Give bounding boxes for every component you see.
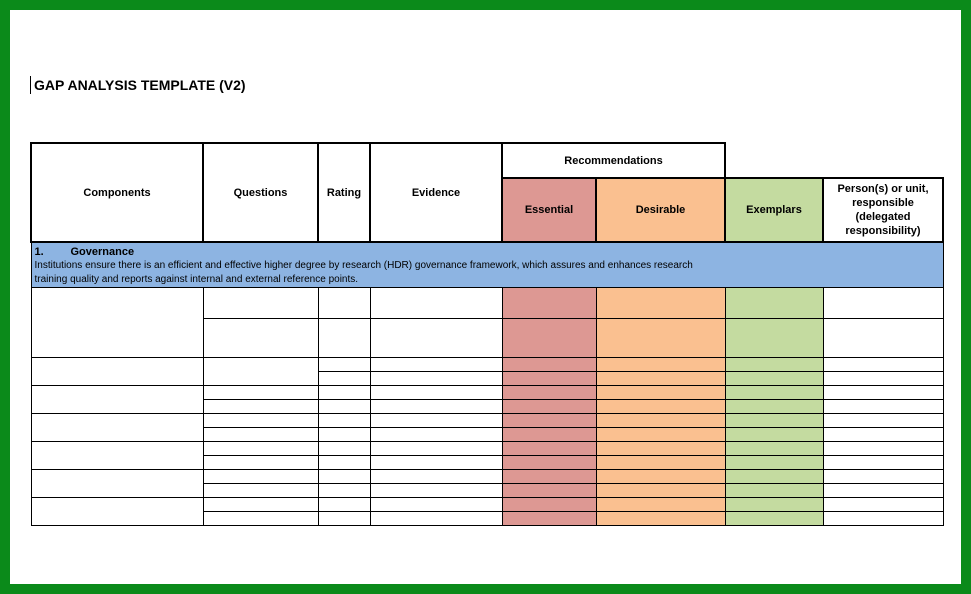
exemplars-cell[interactable] <box>725 512 823 526</box>
section-description-line1: Institutions ensure there is an efficient and effective higher degree by research (HDR) governance framework, which assures and enhances research <box>34 260 693 271</box>
header-exemplars: Exemplars <box>725 178 823 242</box>
document-page <box>10 10 961 584</box>
header-recommendations: Recommendations <box>502 143 725 178</box>
exemplars-cell[interactable] <box>725 386 823 400</box>
desirable-cell[interactable] <box>596 372 725 386</box>
evidence-cell[interactable] <box>370 400 502 414</box>
evidence-cell[interactable] <box>370 512 502 526</box>
section-description-line2: training quality and reports against internal and external reference points. <box>34 274 359 285</box>
table-row <box>31 442 943 456</box>
rating-cell[interactable] <box>318 498 370 512</box>
essential-cell[interactable] <box>502 512 596 526</box>
question-cell[interactable] <box>203 288 318 319</box>
essential-cell[interactable] <box>502 428 596 442</box>
essential-cell[interactable] <box>502 400 596 414</box>
person-cell[interactable] <box>823 400 943 414</box>
gap-analysis-table <box>30 142 944 526</box>
person-cell[interactable] <box>823 358 943 372</box>
desirable-cell[interactable] <box>596 484 725 498</box>
exemplars-cell[interactable] <box>725 442 823 456</box>
person-cell[interactable] <box>823 288 943 319</box>
evidence-cell[interactable] <box>370 358 502 372</box>
section-governance <box>31 242 943 288</box>
essential-cell[interactable] <box>502 358 596 372</box>
exemplars-cell[interactable] <box>725 400 823 414</box>
essential-cell[interactable] <box>502 288 596 319</box>
desirable-cell[interactable] <box>596 456 725 470</box>
desirable-cell[interactable] <box>596 319 725 358</box>
table-row <box>31 498 943 512</box>
rating-cell[interactable] <box>318 484 370 498</box>
evidence-cell[interactable] <box>370 498 502 512</box>
component-cell[interactable] <box>31 414 203 442</box>
question-cell[interactable] <box>203 484 318 498</box>
essential-cell[interactable] <box>502 372 596 386</box>
question-cell[interactable] <box>203 400 318 414</box>
table-row <box>31 288 943 319</box>
question-cell[interactable] <box>203 456 318 470</box>
desirable-cell[interactable] <box>596 498 725 512</box>
header-essential: Essential <box>502 178 596 242</box>
rating-cell[interactable] <box>318 372 370 386</box>
exemplars-cell[interactable] <box>725 484 823 498</box>
header-evidence: Evidence <box>370 143 502 242</box>
desirable-cell[interactable] <box>596 428 725 442</box>
person-cell[interactable] <box>823 414 943 428</box>
evidence-cell[interactable] <box>370 470 502 484</box>
section-title: Governance <box>70 246 135 258</box>
evidence-cell[interactable] <box>370 484 502 498</box>
desirable-cell[interactable] <box>596 442 725 456</box>
question-cell[interactable] <box>203 319 318 358</box>
person-cell[interactable] <box>823 512 943 526</box>
question-cell[interactable] <box>203 498 318 512</box>
person-cell[interactable] <box>823 456 943 470</box>
essential-cell[interactable] <box>502 470 596 484</box>
desirable-cell[interactable] <box>596 400 725 414</box>
person-cell[interactable] <box>823 386 943 400</box>
component-cell[interactable] <box>31 358 203 386</box>
evidence-cell[interactable] <box>370 456 502 470</box>
question-cell[interactable] <box>203 512 318 526</box>
table-row <box>31 414 943 428</box>
desirable-cell[interactable] <box>596 288 725 319</box>
component-cell[interactable] <box>31 470 203 498</box>
component-cell[interactable] <box>31 498 203 526</box>
rating-cell[interactable] <box>318 414 370 428</box>
rating-cell[interactable] <box>318 358 370 372</box>
essential-cell[interactable] <box>502 484 596 498</box>
question-cell[interactable] <box>203 428 318 442</box>
question-cell[interactable] <box>203 386 318 400</box>
header-components: Components <box>31 143 203 242</box>
rating-cell[interactable] <box>318 470 370 484</box>
question-cell[interactable] <box>203 358 318 386</box>
section-number: 1. <box>34 246 44 258</box>
exemplars-cell[interactable] <box>725 319 823 358</box>
essential-cell[interactable] <box>502 386 596 400</box>
exemplars-cell[interactable] <box>725 456 823 470</box>
person-cell[interactable] <box>823 498 943 512</box>
evidence-cell[interactable] <box>370 414 502 428</box>
desirable-cell[interactable] <box>596 470 725 484</box>
exemplars-cell[interactable] <box>725 414 823 428</box>
exemplars-cell[interactable] <box>725 498 823 512</box>
table-row <box>31 386 943 400</box>
component-cell[interactable] <box>31 442 203 470</box>
question-cell[interactable] <box>203 414 318 428</box>
rating-cell[interactable] <box>318 288 370 319</box>
table-row <box>31 358 943 372</box>
desirable-cell[interactable] <box>596 414 725 428</box>
question-cell[interactable] <box>203 442 318 456</box>
desirable-cell[interactable] <box>596 358 725 372</box>
question-cell[interactable] <box>203 470 318 484</box>
header-spacer <box>725 143 943 178</box>
person-cell[interactable] <box>823 319 943 358</box>
rating-cell[interactable] <box>318 386 370 400</box>
evidence-cell[interactable] <box>370 428 502 442</box>
essential-cell[interactable] <box>502 442 596 456</box>
page-title: GAP ANALYSIS TEMPLATE (V2) <box>30 76 246 94</box>
evidence-cell[interactable] <box>370 288 502 319</box>
component-cell[interactable] <box>31 288 203 358</box>
person-cell[interactable] <box>823 484 943 498</box>
table-row <box>31 470 943 484</box>
component-cell[interactable] <box>31 386 203 414</box>
header-desirable: Desirable <box>596 178 725 242</box>
header-person-responsible: Person(s) or unit, responsible (delegated responsibility) <box>823 178 943 242</box>
essential-cell[interactable] <box>502 456 596 470</box>
exemplars-cell[interactable] <box>725 470 823 484</box>
rating-cell[interactable] <box>318 319 370 358</box>
header-rating: Rating <box>318 143 370 242</box>
rating-cell[interactable] <box>318 442 370 456</box>
rating-cell[interactable] <box>318 400 370 414</box>
evidence-cell[interactable] <box>370 442 502 456</box>
desirable-cell[interactable] <box>596 386 725 400</box>
rating-cell[interactable] <box>318 512 370 526</box>
person-cell[interactable] <box>823 442 943 456</box>
rating-cell[interactable] <box>318 428 370 442</box>
exemplars-cell[interactable] <box>725 358 823 372</box>
exemplars-cell[interactable] <box>725 428 823 442</box>
person-cell[interactable] <box>823 372 943 386</box>
evidence-cell[interactable] <box>370 319 502 358</box>
desirable-cell[interactable] <box>596 512 725 526</box>
exemplars-cell[interactable] <box>725 372 823 386</box>
essential-cell[interactable] <box>502 498 596 512</box>
person-cell[interactable] <box>823 428 943 442</box>
essential-cell[interactable] <box>502 414 596 428</box>
rating-cell[interactable] <box>318 456 370 470</box>
essential-cell[interactable] <box>502 319 596 358</box>
evidence-cell[interactable] <box>370 372 502 386</box>
person-cell[interactable] <box>823 470 943 484</box>
header-questions: Questions <box>203 143 318 242</box>
exemplars-cell[interactable] <box>725 288 823 319</box>
evidence-cell[interactable] <box>370 386 502 400</box>
